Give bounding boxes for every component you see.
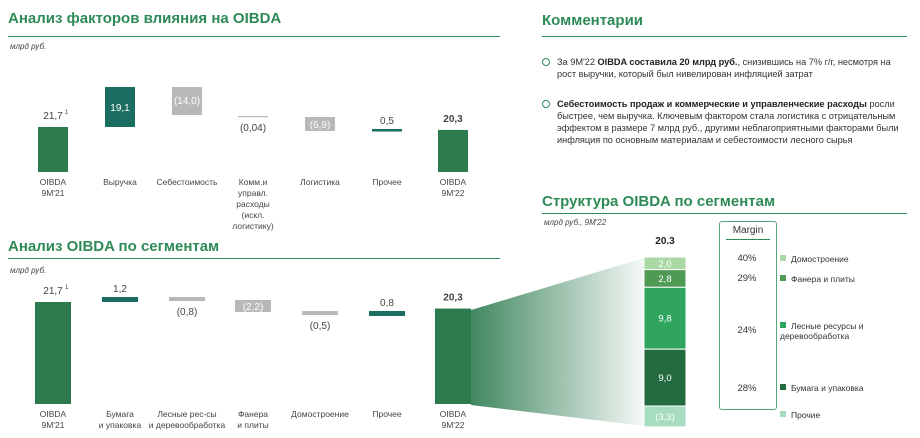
structure-segment-label: 2,8 — [658, 273, 672, 285]
structure-segment-label: (3,3) — [655, 411, 675, 423]
factors-unit: млрд руб. — [10, 42, 47, 51]
factor-bar — [438, 130, 468, 172]
comment-text-2: Себестоимость продаж и коммерческие и управленческие расходы росли быстрее, чем выручка. Ключевым фактором стала логистика с отрицательным эффектом в размере 7 млрд руб., другими неблагоприятными факторами были инфляция по основным материалам и себестоимости лесного сырья — [557, 99, 899, 145]
margin-header: Margin — [732, 225, 764, 236]
connector-shape — [471, 258, 644, 426]
factor-category-label: Выручка — [103, 177, 137, 187]
factor-value-label: (6,9) — [309, 120, 331, 131]
factor-bar — [372, 129, 402, 132]
factor-bar — [238, 116, 268, 117]
margin-fanera: 29% — [737, 273, 757, 284]
segment-value-label: 20,3 — [443, 292, 463, 304]
structure-segment-label: 9,8 — [658, 313, 672, 325]
legend-lesnye: Лесные ресурсы и деревообработка — [780, 321, 864, 341]
factor-value-label: 20,3 — [443, 113, 463, 125]
segment-category-label: Лесные рес-сы и деревообработка — [148, 409, 226, 430]
structure-segment-label: 9,0 — [658, 373, 672, 385]
factor-value-label: 0,5 — [380, 116, 394, 127]
structure-total-label: 20.3 — [655, 236, 675, 247]
segment-value-label: (2,2) — [242, 302, 264, 313]
factor-category-label: Себестоимость — [156, 177, 218, 187]
factor-category-label: Прочее — [372, 177, 402, 187]
factor-bar — [38, 127, 68, 172]
factor-value-label: (14,0) — [173, 96, 201, 107]
segment-category-label: Прочее — [372, 409, 402, 419]
segment-bar — [369, 311, 405, 316]
factor-category-label: OIBDA 9М'22 — [439, 177, 467, 198]
segment-category-label: OIBDA 9М'22 — [439, 409, 467, 430]
legend-domostroenie: Домостроение — [780, 254, 849, 264]
legend-prochie: Прочие — [780, 410, 820, 420]
segment-category-label: Бумага и упаковка — [98, 409, 142, 430]
segment-bar — [302, 311, 338, 315]
segments-analysis-title: Анализ OIBDA по сегментам — [8, 238, 220, 255]
segment-category-label: OIBDA 9М'21 — [39, 409, 67, 430]
factor-category-label: OIBDA 9М'21 — [39, 177, 67, 198]
factors-title: Анализ факторов влияния на OIBDA — [8, 10, 282, 27]
segment-category-label: Фанера и плиты — [237, 409, 269, 430]
segment-bar — [102, 297, 138, 302]
segment-value-label: (0,8) — [176, 307, 198, 318]
legend-bumaga: Бумага и упаковка — [780, 383, 864, 393]
factor-category-label: Комм.и управл. расходы (искл. логистику) — [232, 177, 274, 231]
segment-bar — [169, 297, 205, 301]
margin-domostroenie: 40% — [737, 253, 757, 264]
margin-bumaga: 28% — [737, 383, 757, 394]
comments-title: Комментарии — [542, 12, 644, 29]
segment-value-label: 0,8 — [380, 298, 394, 309]
structure-segment-label: 2,0 — [658, 258, 672, 270]
structure-unit: млрд руб., 9М'22 — [544, 218, 607, 227]
factor-value-label: 21,7 — [43, 111, 63, 122]
segment-value-label: (0,5) — [309, 321, 331, 332]
margin-lesnye: 24% — [737, 325, 757, 336]
structure-title: Структура OIBDA по сегментам — [542, 193, 776, 210]
segment-value-label: 21,7 — [43, 286, 63, 297]
segment-category-label: Домостроение — [291, 409, 349, 419]
segment-value-label: 1,2 — [113, 284, 127, 295]
factor-value-label: 19,1 — [110, 103, 130, 114]
footnote-marker: 1 — [65, 110, 69, 116]
factor-category-label: Логистика — [300, 177, 340, 187]
segment-bar — [35, 302, 71, 404]
comment-text-1: За 9М'22 OIBDA составила 20 млрд руб., снизившись на 7% г/г, несмотря на рост выручки, который был нивелирован инфляцией затрат — [557, 57, 891, 79]
segment-bar — [435, 309, 471, 404]
legend-fanera: Фанера и плиты — [780, 274, 855, 284]
segments-analysis-unit: млрд руб. — [10, 266, 47, 275]
footnote-marker: 1 — [65, 285, 69, 291]
factor-value-label: (0,04) — [239, 123, 267, 134]
